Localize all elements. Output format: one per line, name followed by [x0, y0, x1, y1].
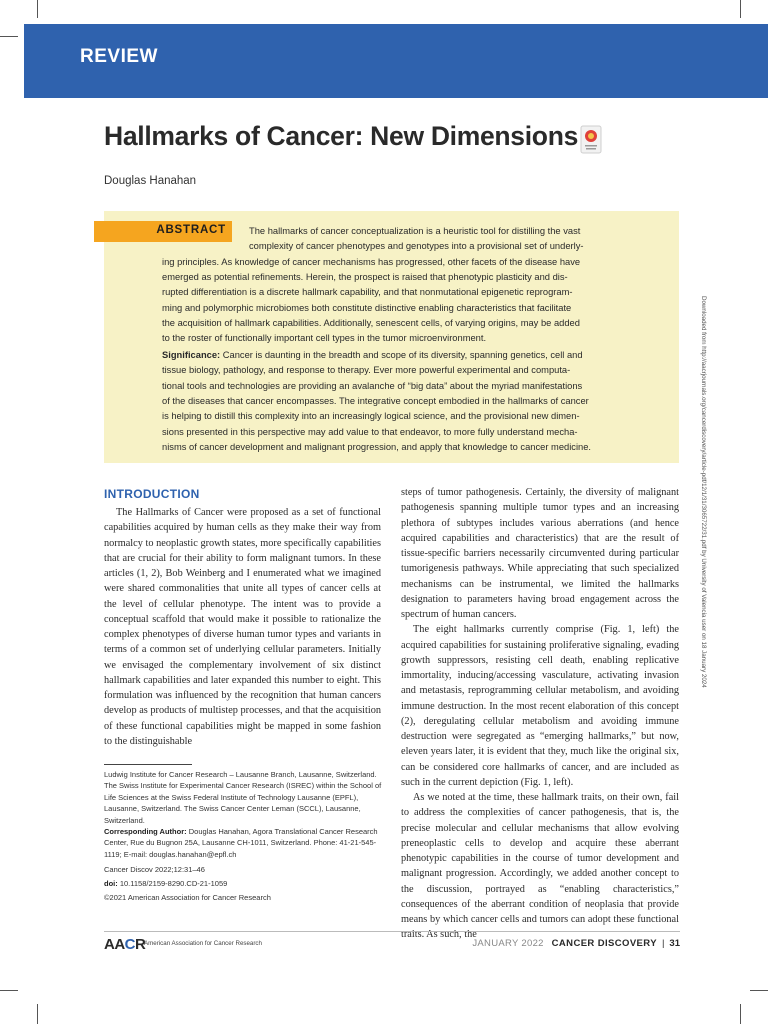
aacr-logo-text: AACR: [104, 936, 146, 953]
abstract-line-text: The hallmarks of cancer conceptualization is a heuristic tool for distilling the vast: [249, 226, 581, 236]
abstract-line: [162, 255, 580, 270]
abstract-line-text: complexity of cancer phenotypes and genotypes into a provisional set of underly-: [249, 241, 584, 252]
abstract-line-text: Cancer is daunting in the breadth and scope of its diversity, spanning genetics, cell and: [222, 350, 583, 360]
section-label: REVIEW: [80, 46, 158, 67]
crop-mark: [740, 1004, 741, 1024]
affiliation-note: Ludwig Institute for Cancer Research – Lausanne Branch, Lausanne, Switzerland. The Swiss Institute for Experimental Cancer Research (ISREC) within the School of Life Sciences at the Swiss Federal Institute of Technology Lausanne (EPFL), Lausanne, Switzerland. The Swiss Cancer Center Leman (SCCL), Lausanne, Switzerland.: [104, 770, 382, 825]
right-column: [401, 485, 679, 943]
aacr-logo-accent: C: [124, 936, 136, 953]
abstract-line: [162, 425, 578, 440]
issue-date: JANUARY 2022: [472, 938, 544, 949]
body-paragraph: As we noted at the time, these hallmark traits, on their own, fail to address the complexities of cancer pathogenesis, that is, the precise molecular and cellular mechanisms that allow evolving preneoplastic cells to develop and acquire these aberrant phenotypic capabilities in the course of tumor development and malignant progression. Accordingly, we added another concept to the discussion, portrayed as “enabling characteristics,” consequences of the aberrant condition of neoplasia that provide means by which cancer cells and tumors can adopt these functional traits. As such, the: [401, 792, 679, 941]
abstract-line: [162, 285, 573, 300]
abstract-line: [162, 316, 580, 331]
corresponding-author-note: [104, 826, 382, 860]
citation-note: Cancer Discov 2022;12:31–46: [104, 865, 205, 874]
abstract-label: ABSTRACT: [156, 224, 226, 236]
article-title: Hallmarks of Cancer: New Dimensions: [104, 121, 579, 151]
abstract-line-text: ing principles. As knowledge of cancer mechanisms has progressed, other facets of the disease have: [162, 256, 581, 267]
abstract-line: [162, 440, 591, 455]
footer-separator: |: [661, 938, 665, 949]
footer-divider: [104, 931, 680, 932]
doi-label: doi:: [104, 879, 118, 888]
corresponding-author-text: Douglas Hanahan, Agora Translational Cancer Research Center, Rue du Bugnon 25A, Lausanne CH-1011, Switzerland. Phone: 41-21-545-1119; E-mail: douglas.hanahan@epfl.ch: [104, 827, 378, 859]
abstract-line-text: to the roster of functionally important cell types in the tumor microenvironment.: [162, 333, 487, 344]
abstract-line: [162, 348, 583, 363]
page-number: 31: [669, 938, 680, 949]
abstract-line-text: emerged as potential refinements. Herein, the prospect is raised that phenotypic plasticity and dis-: [162, 271, 568, 282]
body-paragraph: The eight hallmarks currently comprise (Fig. 1, left) the acquired capabilities for sustaining proliferative signaling, evading growth suppressors, resisting cell death, enabling replicative immortality, inducing/accessing vasculature, activating invasion and metastasis, reprogramming cellular metabolism, and avoiding immune destruction. In the most recent elaboration of this concept (2), deregulating cellular metabolism and avoiding immune destruction were segregated as “emerging hallmarks,” but now, eleven years later, it is evident that they, much like the original six, can be considered core hallmarks of cancer, and are included as such in the current depiction (Fig. 1, left).: [401, 624, 679, 788]
abstract-line-text: of the diseases that cancer encompasses. The integrative concept embodied in the hallmarks of cancer: [162, 395, 589, 406]
doi-link[interactable]: 10.1158/2159-8290.CD-21-1059: [119, 879, 228, 888]
crop-mark: [37, 0, 38, 18]
footnote-divider: [104, 764, 192, 765]
intro-paragraph: The Hallmarks of Cancer were proposed as a set of functional capabilities acquired by human cells as they make their way from normalcy to neoplastic growth states, more specifically capabilities that are crucial for their ability to form malignant tumors. In these articles (1, 2), Bob Weinberg and I enumerated what we imagined were shared commonalities that unite all types of cancer cells at the level of cellular phenotype. The intent was to provide a conceptual scaffold that would make it possible to rationalize the complex phenotypes of diverse human tumor types and variants in terms of a common set of underlying cellular parameters. Initially we envisaged the complementary involvement of six distinct hallmark capabilities and later expanded this number to eight. This formulation was influenced by the recognition that human cancers develop as products of multistep processes, and that the acquisition of these functional capabilities might be mapped in some fashion to the distinguishable: [104, 507, 381, 747]
abstract-line: [162, 270, 568, 285]
abstract-line: [162, 409, 580, 424]
abstract-line: [162, 379, 582, 394]
abstract-line: [162, 394, 589, 409]
abstract-line: [162, 363, 570, 378]
abstract-line-text: tissue biology, pathology, and response to therapy. Ever more powerful experimental and computa-: [162, 365, 571, 376]
introduction-heading: INTRODUCTION: [104, 487, 200, 501]
check-for-updates-icon[interactable]: [580, 125, 602, 154]
abstract-line-text: sions presented in this perspective may add value to that endeavor, to more fully understand mecha-: [162, 426, 578, 437]
crop-mark: [0, 36, 18, 37]
download-note: Downloaded from http://aacrjournals.org/cancerdiscovery/article-pdf/12/1/31/3065722/31.pdf by University of Valencia user on 18 January 2024: [700, 296, 707, 688]
crop-mark: [0, 990, 18, 991]
crop-mark: [37, 1004, 38, 1024]
copyright-note: ©2021 American Association for Cancer Research: [104, 893, 271, 902]
abstract-line-text: ming and polymorphic microbiomes both constitute distinctive enabling characteristics that facilitate: [162, 302, 572, 313]
aacr-org-name: American Association for Cancer Research: [144, 940, 262, 947]
doi-note[interactable]: [104, 878, 382, 889]
abstract-line-text: rupted differentiation is a discrete hallmark capability, and that nonmutational epigenetic reprogram-: [162, 287, 573, 298]
abstract-line: [249, 224, 580, 239]
crop-mark: [740, 0, 741, 18]
aacr-logo: [104, 936, 145, 953]
left-column: [104, 505, 381, 749]
abstract-label-tab: [94, 221, 232, 242]
body-paragraph: steps of tumor pathogenesis. Certainly, the diversity of malignant pathogenesis spanning multiple tumor types and an increasing plethora of subtypes includes various aberrations (and hence acquired capabilities and characteristics) that are the result of tissue-specific barriers necessarily circumvented during particular tumorigenesis pathways. While appreciating that such specialized mechanisms can be instrumental, we limited the hallmarks designation to parameters having broad engagement across the spectrum of human cancers.: [401, 487, 679, 620]
abstract-line-text: is helping to distill this complexity into an increasingly logical science, and the provisional new dimen-: [162, 411, 580, 422]
crop-mark: [750, 990, 768, 991]
page-footer: [472, 938, 680, 949]
abstract-line: [162, 331, 486, 346]
author-name: Douglas Hanahan: [104, 175, 197, 187]
abstract-line-text: tional tools and technologies are providing an avalanche of “big data” about the myriad manifestations: [162, 380, 583, 391]
abstract-line-text: the acquisition of hallmark capabilities. Additionally, senescent cells, of varying origins, may be added: [162, 317, 580, 328]
abstract-line-text: nisms of cancer development and malignant progression, and apply that knowledge to cancer medicine.: [162, 441, 592, 452]
journal-name: CANCER DISCOVERY: [551, 938, 657, 949]
abstract-line: [162, 301, 571, 316]
abstract-line: [249, 239, 584, 254]
significance-label: Significance:: [162, 350, 221, 360]
corresponding-author-label: Corresponding Author:: [104, 827, 187, 836]
